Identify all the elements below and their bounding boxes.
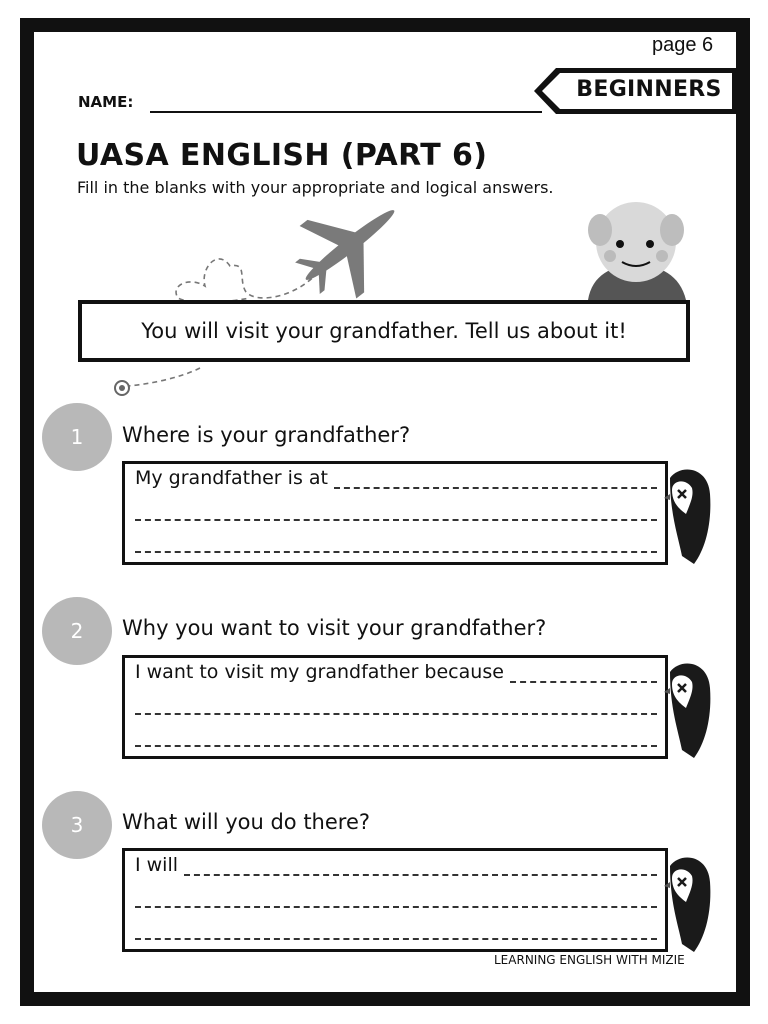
page-title: UASA ENGLISH (PART 6) xyxy=(76,138,488,173)
prompt-text: You will visit your grandfather. Tell us about it! xyxy=(141,319,627,343)
footer-credit: LEARNING ENGLISH WITH MIZIE xyxy=(494,953,685,967)
answer-1-line-3[interactable] xyxy=(135,531,657,553)
penguin-icon xyxy=(664,854,712,954)
level-label: BEGINNERS xyxy=(576,77,722,102)
question-number-3: 3 xyxy=(42,791,112,859)
answer-1-blank[interactable] xyxy=(334,467,657,489)
question-number-2: 2 xyxy=(42,597,112,665)
answer-2-line-3[interactable] xyxy=(135,725,657,747)
answer-1-line-2[interactable] xyxy=(135,499,657,521)
answer-box-1[interactable] xyxy=(122,461,668,565)
name-label: NAME: xyxy=(78,93,134,111)
answer-box-2[interactable] xyxy=(122,655,668,759)
answer-1-starter: My grandfather is at xyxy=(135,467,328,489)
instructions: Fill in the blanks with your appropriate and logical answers. xyxy=(77,178,554,197)
page-number: page 6 xyxy=(652,34,714,56)
question-1-text: Where is your grandfather? xyxy=(122,423,411,447)
airplane-icon xyxy=(278,174,423,315)
answer-2-line-2[interactable] xyxy=(135,693,657,715)
grandfather-icon xyxy=(588,202,686,300)
answer-3-blank[interactable] xyxy=(184,854,657,876)
answer-box-3[interactable] xyxy=(122,848,668,952)
answer-3-line-3[interactable] xyxy=(135,918,657,940)
penguin-icon xyxy=(664,660,712,760)
question-number-1: 1 xyxy=(42,403,112,471)
answer-3-line-2[interactable] xyxy=(135,886,657,908)
answer-2-starter: I want to visit my grandfather because xyxy=(135,661,504,683)
target-dot-icon xyxy=(115,381,129,395)
prompt-box xyxy=(78,300,690,362)
question-2-text: Why you want to visit your grandfather? xyxy=(122,616,547,640)
answer-2-blank[interactable] xyxy=(510,661,657,683)
penguin-icon xyxy=(664,466,712,566)
question-3-text: What will you do there? xyxy=(122,810,371,834)
answer-3-starter: I will xyxy=(135,854,179,876)
